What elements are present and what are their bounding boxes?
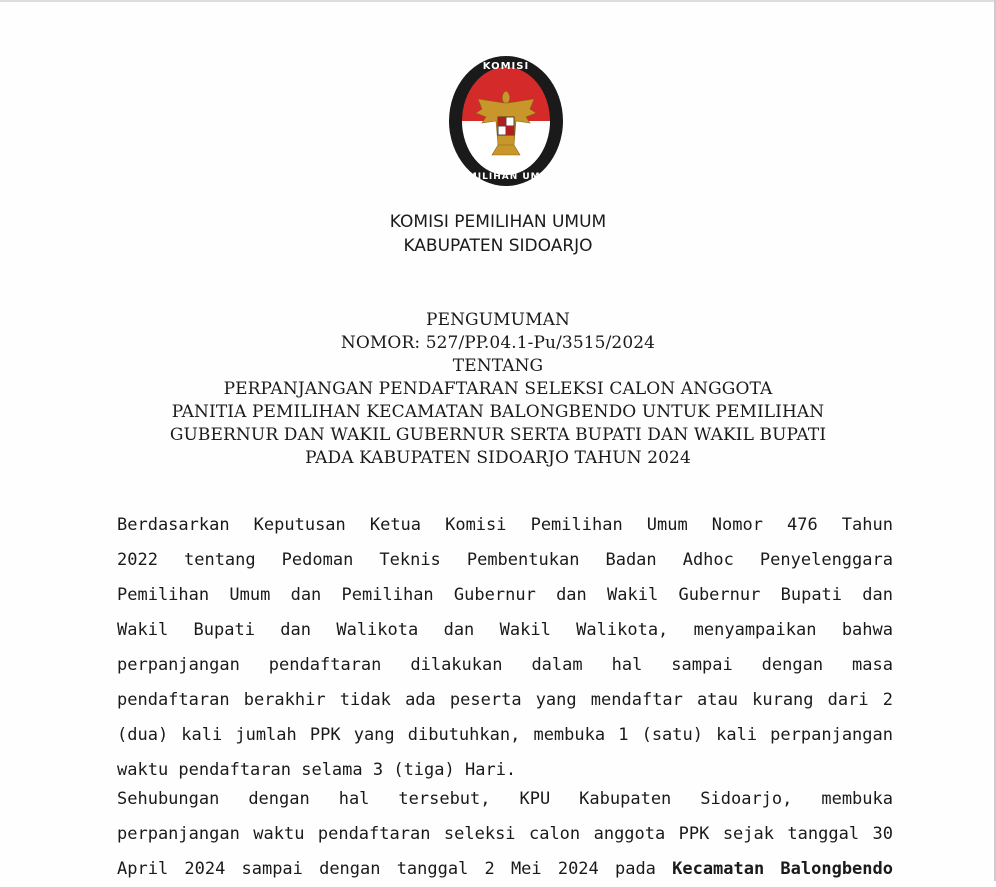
announcement-number: NOMOR: 527/PP.04.1-Pu/3515/2024 <box>340 333 656 353</box>
paragraph-line: waktu pendaftaran selama 3 (tiga) Hari. <box>117 760 517 780</box>
district-name-bold: Kecamatan Balongbendo <box>672 859 893 879</box>
paragraph-line: 2022 tentang Pedoman Teknis Pembentukan Badan Adhoc Penyelenggara <box>117 550 893 570</box>
org-name-line2: KABUPATEN SIDOARJO <box>403 236 593 256</box>
page-edge-top <box>0 0 996 2</box>
paragraph-line: perpanjangan waktu pendaftaran seleksi calon anggota PPK sejak tanggal 30 <box>117 824 893 844</box>
announcement-subject-line2: PANITIA PEMILIHAN KECAMATAN BALONGBENDO UNTUK PEMILIHAN <box>171 402 825 422</box>
paragraph-2 <box>117 782 893 887</box>
org-name-line1: KOMISI PEMILIHAN UMUM <box>389 212 607 232</box>
paragraph-line: perpanjangan pendaftaran dilakukan dalam hal sampai dengan masa <box>117 655 893 675</box>
paragraph-text: April 2024 sampai dengan tanggal 2 Mei 2024 pada <box>117 859 673 879</box>
paragraph-line: Berdasarkan Keputusan Ketua Komisi Pemilihan Umum Nomor 476 Tahun <box>117 515 893 535</box>
announcement-about: TENTANG <box>452 356 544 376</box>
paragraph-line: Sehubungan dengan hal tersebut, KPU Kabupaten Sidoarjo, membuka <box>117 789 893 809</box>
svg-text:KOMISI: KOMISI <box>482 61 530 72</box>
paragraph-line: (dua) kali jumlah PPK yang dibutuhkan, membuka 1 (satu) kali perpanjangan <box>117 725 893 745</box>
paragraph-line: pendaftaran berakhir tidak ada peserta yang mendaftar atau kurang dari 2 <box>117 690 893 710</box>
svg-text:PEMILIHAN UMUM: PEMILIHAN UMUM <box>453 172 559 182</box>
announcement-subject-line1: PERPANJANGAN PENDAFTARAN SELEKSI CALON ANGGOTA <box>223 379 773 399</box>
paragraph-1 <box>117 508 893 788</box>
announcement-subject-line4: PADA KABUPATEN SIDOARJO TAHUN 2024 <box>305 448 691 468</box>
announcement-title: PENGUMUMAN <box>426 310 570 330</box>
announcement-subject-line3: GUBERNUR DAN WAKIL GUBERNUR SERTA BUPATI DAN WAKIL BUPATI <box>169 425 827 445</box>
paragraph-line: Pemilihan Umum dan Pemilihan Gubernur dan Wakil Gubernur Bupati dan <box>117 585 893 605</box>
paragraph-line-with-bold <box>117 852 893 887</box>
paragraph-line: Wakil Bupati dan Walikota dan Wakil Walikota, menyampaikan bahwa <box>117 620 893 640</box>
kpu-logo <box>448 55 564 187</box>
